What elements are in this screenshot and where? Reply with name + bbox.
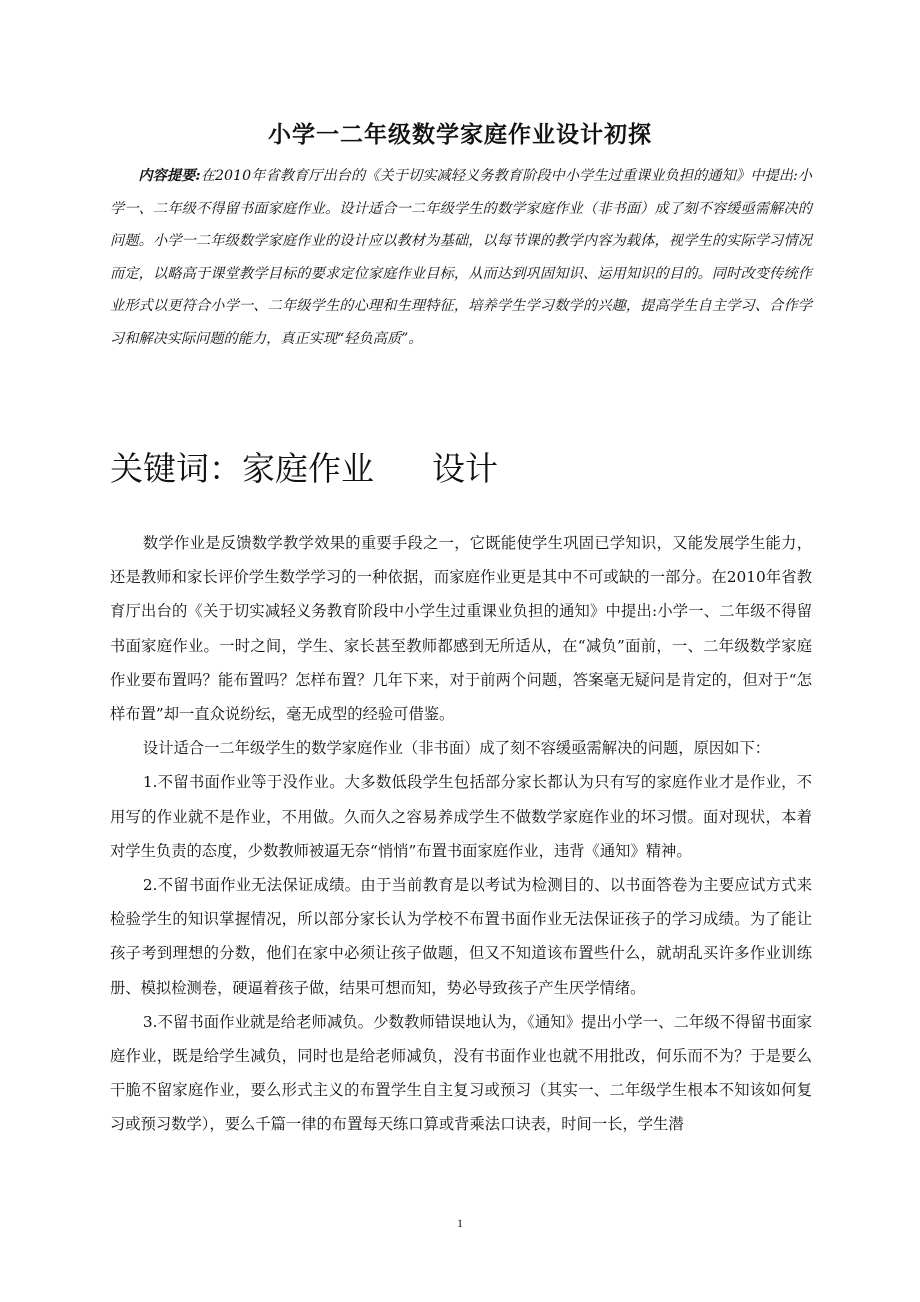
body-paragraph: 3.不留书面作业就是给老师减负。少数教师错误地认为，《通知》提出小学一、二年级不得留书面家庭作业，既是给学生减负，同时也是给老师减负，没有书面作业也就不用批改，何乐而不为？于是要么干脆不留家庭作业，要么形式主义的布置学生自主复习或预习（其实一、二年级学生根本不知该如何复习或预习数学），要么千篇一律的布置每天练口算或背乘法口诀表，时间一长，学生潜: [110, 1012, 812, 1134]
keywords-line: [110, 443, 498, 490]
abstract-text: 在2010年省教育厅出台的《关于切实减轻义务教育阶段中小学生过重课业负担的通知》中提出:小学一、二年级不得留书面家庭作业。设计适合一二年级学生的数学家庭作业（非书面）成了刻不容缓亟需解决的问题。小学一二年级数学家庭作业的设计应以教材为基础，以每节课的教学内容为载体，视学生的实际学习情况而定，以略高于课堂教学目标的要求定位家庭作业目标，从而达到巩固知识、运用知识的目的。同时改变传统作业形式以更符合小学一、二年级学生的心理和生理特征，培养学生学习数学的兴趣，提高学生自主学习、合作学习和解决实际问题的能力，真正实现“轻负高质”。: [110, 168, 812, 347]
page-number: 1: [457, 1216, 463, 1230]
keywords-label: 关键词：家庭作业: [110, 449, 374, 488]
document-title: 小学一二年级数学家庭作业设计初探: [268, 122, 652, 148]
keyword-design: 设计: [432, 449, 498, 488]
abstract: [110, 160, 812, 355]
body-paragraph: 设计适合一二年级学生的数学家庭作业（非书面）成了刻不容缓亟需解决的问题，原因如下：: [142, 739, 771, 758]
body-paragraph: 数学作业是反馈数学教学效果的重要手段之一，它既能使学生巩固已学知识，又能发展学生能力，还是教师和家长评价学生数学学习的一种依据，而家庭作业更是其中不可或缺的一部分。在2010年省教育厅出台的《关于切实减轻义务教育阶段中小学生过重课业负担的通知》中提出:小学一、二年级不得留书面家庭作业。一时之间，学生、家长甚至教师都感到无所适从，在“减负”面前，一、二年级数学家庭作业要布置吗？能布置吗？怎样布置？几年下来，对于前两个问题，答案毫无疑问是肯定的，但对于“怎样布置”却一直众说纷纭，毫无成型的经验可借鉴。: [110, 534, 812, 724]
abstract-label: 内容提要:: [138, 168, 201, 184]
body-paragraph: 2.不留书面作业无法保证成绩。由于当前教育是以考试为检测目的、以书面答卷为主要应试方式来检验学生的知识掌握情况，所以部分家长认为学校不布置书面作业无法保证孩子的学习成绩。为了能让孩子考到理想的分数，他们在家中必须让孩子做题，但又不知道该布置些什么，就胡乱买许多作业训练册、模拟检测卷，硬逼着孩子做，结果可想而知，势必导致孩子产生厌学情绪。: [110, 876, 812, 997]
body-paragraph: 1.不留书面作业等于没作业。大多数低段学生包括部分家长都认为只有写的家庭作业才是作业，不用写的作业就不是作业，不用做。久而久之容易养成学生不做数学家庭作业的坏习惯。面对现状，本着对学生负责的态度，少数教师被逼无奈“悄悄”布置书面家庭作业，违背《通知》精神。: [110, 773, 812, 860]
body-text: [110, 526, 812, 1142]
